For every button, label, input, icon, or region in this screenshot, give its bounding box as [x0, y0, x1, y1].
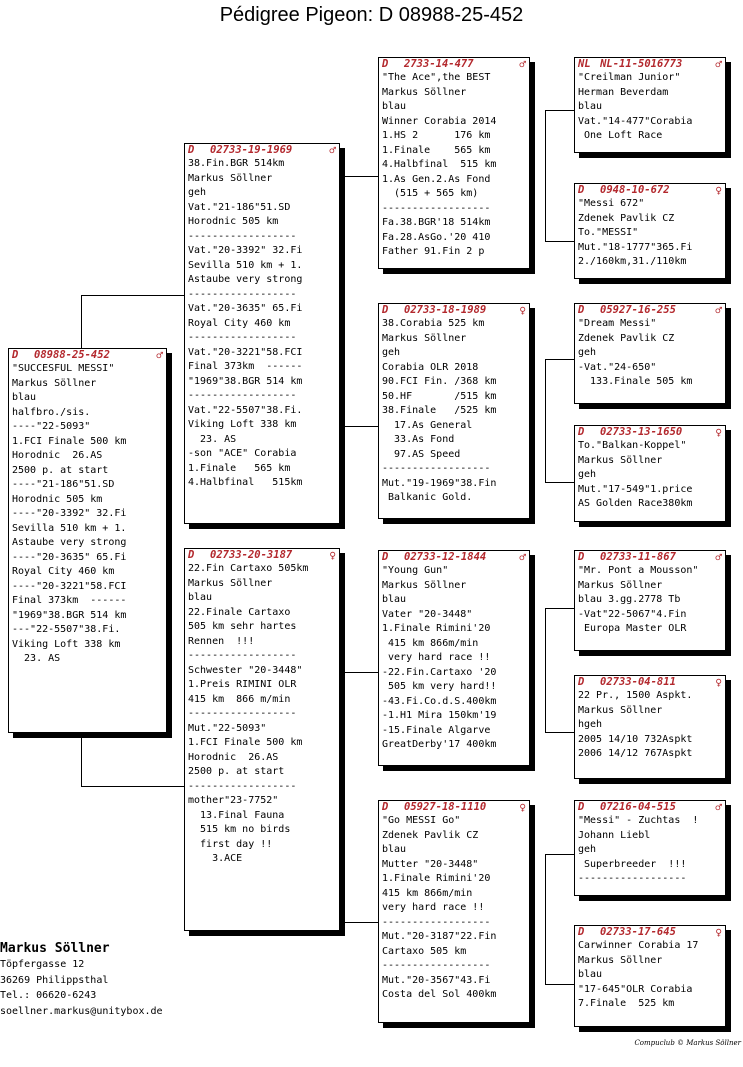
detail-line: blau 3.gg.2778 Tb [578, 594, 681, 605]
detail-line: 133.Finale 505 km [578, 376, 693, 387]
detail-line: geh [578, 844, 597, 855]
detail-line: Fa.28.AsGo.'20 410 [382, 231, 491, 243]
country-code: D [578, 801, 585, 813]
connector-line [545, 984, 576, 985]
pigeon-details [382, 564, 526, 753]
detail-line: ---"22-5507"38.Fi. [12, 624, 121, 635]
detail-line: -15.Finale Algarve [382, 724, 491, 736]
detail-line: GreatDerby'17 400km [382, 739, 497, 750]
detail-line: "Messi" - Zuchtas ! [578, 815, 699, 826]
connector-line [545, 854, 576, 855]
detail-line: Royal City 460 km [12, 566, 115, 577]
pigeon-header [382, 551, 526, 564]
detail-line: 7.Finale 525 km [578, 998, 675, 1009]
connector-line [81, 786, 187, 787]
pigeon-header [382, 58, 526, 71]
connector-line [340, 672, 341, 922]
detail-line: 2500 p. at start [188, 766, 285, 777]
detail-line: very hard race !! [382, 652, 491, 663]
breeder-name: Markus Söllner [0, 941, 110, 956]
detail-line: AS Golden Race380km [578, 498, 693, 509]
male-symbol-icon: ♂ [519, 551, 526, 564]
pigeon-card-ggp-ffm[interactable] [574, 183, 726, 279]
detail-line: blau [382, 844, 407, 855]
male-symbol-icon: ♂ [329, 144, 336, 157]
connector-line [340, 672, 380, 673]
detail-line: "1969"38.BGR 514 km [188, 375, 303, 387]
connector-line [340, 426, 380, 427]
detail-line: Vat."20-3635" 65.Fi [188, 303, 303, 314]
detail-line: Corabia OLR 2018 [382, 361, 479, 373]
country-code: D [382, 801, 389, 813]
detail-line: Mut."17-549"1.price [578, 483, 693, 495]
connector-line [545, 608, 576, 609]
female-symbol-icon: ♀ [329, 549, 336, 562]
pigeon-header [578, 304, 722, 317]
detail-line: blau [188, 592, 213, 603]
connector-line [340, 176, 341, 426]
pigeon-details [578, 317, 722, 390]
detail-line: blau [382, 101, 407, 112]
detail-line: "17-645"OLR Corabia [578, 983, 693, 995]
detail-line: geh [188, 187, 207, 198]
detail-line: -son "ACE" Corabia [188, 448, 297, 459]
pigeon-card-ggp-fmm[interactable] [574, 425, 726, 522]
detail-line: first day !! [188, 838, 273, 850]
breeder-city: 36269 Philippsthal [0, 974, 109, 986]
detail-line: 515 km no birds [188, 824, 291, 835]
detail-line: 2500 p. at start [12, 464, 109, 476]
connector-line [545, 854, 546, 984]
detail-line: Father 91.Fin 2 p [382, 246, 485, 257]
detail-line: Costa del Sol 400km [382, 989, 497, 1000]
pigeon-card-ggp-mmf[interactable] [574, 800, 726, 896]
pigeon-details [578, 689, 722, 762]
connector-line [545, 110, 576, 111]
pigeon-card-ggp-mff[interactable] [574, 550, 726, 651]
detail-line: Final 373km ------ [12, 595, 127, 606]
country-code: D [188, 144, 195, 156]
country-code: D [12, 349, 19, 361]
connector-line [81, 729, 82, 786]
pigeon-card-ggp-fff[interactable] [574, 57, 726, 153]
detail-line: Vat."20-3392" 32.Fi [188, 245, 303, 256]
pigeon-header [188, 144, 336, 157]
connector-line [81, 295, 187, 296]
detail-line: hgeh [578, 719, 603, 730]
pigeon-header [578, 926, 722, 939]
detail-line: Royal City 460 km [188, 317, 291, 329]
pigeon-card-subject[interactable] [8, 348, 167, 733]
detail-line: 22.Fin Cartaxo 505km [188, 563, 309, 574]
connector-line [81, 295, 82, 352]
connector-line [545, 482, 576, 483]
female-symbol-icon: ♀ [715, 184, 722, 197]
pigeon-details [382, 71, 526, 260]
female-symbol-icon: ♀ [715, 926, 722, 939]
detail-line: Final 373km ------ [188, 361, 303, 372]
detail-line: Mut."20-3187"22.Fin [382, 931, 497, 942]
pigeon-details [578, 939, 722, 1012]
connector-line [545, 732, 576, 733]
breeder-email[interactable]: soellner.markus@unitybox.de [0, 1005, 163, 1017]
detail-line: Vat."14-477"Corabia [578, 115, 693, 127]
detail-line: 13.Final Fauna [188, 809, 285, 821]
detail-line: 38.Corabia 525 km [382, 318, 485, 329]
breeder-street: Töpfergasse 12 [0, 959, 85, 970]
detail-line: Johann Liebl [578, 829, 651, 841]
ring-number: 02733-13-1650 [600, 426, 683, 438]
connector-line [340, 922, 380, 923]
pigeon-details [12, 362, 163, 667]
ring-number: 02733-12-1844 [404, 551, 487, 563]
country-code: D [578, 304, 585, 316]
ring-number: NL-11-5016773 [600, 58, 683, 70]
detail-line: Markus Söllner [578, 954, 663, 966]
detail-line: Mut."18-1777"365.Fi [578, 241, 693, 253]
connector-line [545, 241, 576, 242]
detail-line: 505 km sehr hartes [188, 621, 297, 632]
country-code: D [578, 426, 585, 438]
detail-line: To."Balkan-Koppel" [578, 440, 687, 451]
pigeon-card-ggp-mmm[interactable] [574, 925, 726, 1027]
detail-line: Markus Söllner [188, 577, 273, 589]
connector-line [340, 310, 345, 311]
detail-line: ------------------ [188, 390, 297, 401]
detail-line: Balkanic Gold. [382, 492, 473, 503]
detail-line: Vat."21-186"51.SD [188, 201, 291, 213]
male-symbol-icon: ♂ [715, 801, 722, 814]
detail-line: ------------------ [188, 708, 297, 719]
country-code: D [382, 58, 389, 70]
ring-number: 05927-18-1110 [404, 801, 487, 813]
detail-line: Zdenek Pavlik CZ [578, 332, 675, 344]
detail-line: ----"20-3635" 65.Fi [12, 551, 127, 563]
detail-line: Horodnic 26.AS [188, 751, 279, 763]
detail-line: blau [578, 969, 603, 980]
detail-line: Winner Corabia 2014 [382, 115, 497, 127]
female-symbol-icon: ♀ [715, 676, 722, 689]
detail-line: Schwester "20-3448" [188, 664, 303, 676]
ring-number: 02733-17-645 [600, 926, 676, 938]
male-symbol-icon: ♂ [519, 58, 526, 71]
detail-line: 38.Finale /525 km [382, 405, 497, 416]
detail-line: 23. AS [12, 653, 61, 664]
ring-number: 05927-16-255 [600, 304, 676, 316]
detail-line: 4.Halbfinal 515 km [382, 159, 497, 170]
detail-line: One Loft Race [578, 130, 663, 141]
detail-line: 1.FCI Finale 500 km [188, 737, 303, 748]
detail-line: 415 km 866 m/min [188, 693, 291, 705]
detail-line: Astaube very strong [188, 274, 303, 285]
detail-line: 2006 14/12 767Aspkt [578, 748, 693, 759]
detail-line: Viking Loft 338 km [12, 638, 121, 650]
detail-line: 90.FCI Fin. /368 km [382, 376, 497, 387]
detail-line: Mut."22-5093" [188, 722, 267, 734]
detail-line: geh [382, 347, 401, 358]
detail-line: 50.HF /515 km [382, 390, 497, 402]
footer-credit: Compuclub © Markus Söllner [634, 1039, 741, 1047]
connector-line [545, 359, 546, 482]
detail-line: ----"22-5093" [12, 421, 91, 432]
ring-number: 02733-04-811 [600, 676, 676, 688]
detail-line: Zdenek Pavlik CZ [382, 829, 479, 841]
detail-line: To."MESSI" [578, 227, 639, 238]
detail-line: Markus Söllner [578, 579, 663, 591]
pigeon-details [382, 317, 526, 506]
pigeon-header [578, 676, 722, 689]
detail-line: Mut."20-3567"43.Fi [382, 974, 491, 986]
detail-line: 505 km very hard!! [382, 681, 497, 692]
detail-line: 1.Finale Rimini'20 [382, 873, 491, 884]
detail-line: geh [578, 469, 597, 480]
country-code: NL [578, 58, 591, 70]
pigeon-details [578, 814, 722, 887]
detail-line: Markus Söllner [578, 454, 663, 466]
page-title: Pédigree Pigeon: D 08988-25-452 [219, 4, 524, 26]
detail-line: 1.FCI Finale 500 km [12, 435, 127, 447]
detail-line: Rennen !!! [188, 635, 255, 647]
country-code: D [382, 551, 389, 563]
detail-line: 22 Pr., 1500 Aspkt. [578, 690, 693, 701]
detail-line: halfbro./sis. [12, 406, 91, 418]
detail-line: "Mr. Pont a Mousson" [578, 565, 699, 576]
breeder-phone: Tel.: 06620-6243 [0, 990, 97, 1001]
detail-line: -22.Fin.Cartaxo '20 [382, 666, 497, 678]
detail-line: 1.HS 2 176 km [382, 130, 491, 141]
pigeon-details [188, 562, 336, 867]
detail-line: Astaube very strong [12, 537, 127, 548]
pigeon-details [578, 564, 722, 637]
pigeon-header [578, 426, 722, 439]
detail-line: Markus Söllner [382, 579, 467, 591]
detail-line: "SUCCESFUL MESSI" [12, 363, 115, 374]
detail-line: Markus Söllner [12, 377, 97, 389]
pigeon-details [188, 157, 336, 491]
pigeon-card-maternal-grandfather[interactable] [378, 550, 530, 766]
detail-line: ------------------ [188, 780, 297, 792]
country-code: D [382, 304, 389, 316]
pigeon-card-father[interactable] [184, 143, 340, 524]
detail-line: 1.Finale 565 km [188, 462, 291, 474]
detail-line: Vat."20-3221"58.FCI [188, 346, 303, 358]
country-code: D [578, 926, 585, 938]
country-code: D [578, 676, 585, 688]
pigeon-header [12, 349, 163, 362]
detail-line: Markus Söllner [382, 332, 467, 344]
detail-line: Markus Söllner [382, 86, 467, 98]
detail-line: 3.ACE [188, 853, 243, 864]
detail-line: 1.Finale 565 km [382, 144, 491, 156]
country-code: D [578, 551, 585, 563]
pigeon-details [382, 814, 526, 1003]
detail-line: Europa Master OLR [578, 623, 687, 634]
detail-line: Horodnic 505 km [12, 493, 103, 505]
pigeon-card-ggp-mfm[interactable] [574, 675, 726, 779]
detail-line: 33.As Fond [382, 434, 455, 445]
detail-line: blau [12, 392, 37, 403]
detail-line: ------------------ [188, 230, 297, 242]
detail-line: 2005 14/10 732Aspkt [578, 733, 693, 745]
detail-line: Markus Söllner [578, 704, 663, 716]
male-symbol-icon: ♂ [715, 304, 722, 317]
ring-number: 08988-25-452 [34, 349, 110, 361]
pigeon-header [382, 304, 526, 317]
pigeon-details [578, 71, 722, 144]
ring-number: 02733-20-3187 [210, 549, 293, 561]
detail-line: "Messi 672" [578, 198, 645, 209]
female-symbol-icon: ♀ [519, 801, 526, 814]
pigeon-details [578, 197, 722, 270]
country-code: D [578, 184, 585, 196]
detail-line: -Vat"22-5067"4.Fin [578, 608, 687, 620]
detail-line: Carwinner Corabia 17 [578, 940, 699, 951]
pigeon-header [578, 58, 722, 71]
detail-line: 38.Fin.BGR 514km [188, 158, 285, 169]
detail-line: ------------------ [578, 873, 687, 884]
detail-line: Markus Söllner [188, 172, 273, 184]
female-symbol-icon: ♀ [715, 426, 722, 439]
detail-line: 1.Finale Rimini'20 [382, 623, 491, 634]
detail-line: Mutter "20-3448" [382, 858, 479, 870]
pigeon-card-mother[interactable] [184, 548, 340, 931]
detail-line: "Go MESSI Go" [382, 815, 461, 826]
pigeon-card-ggp-fmf[interactable] [574, 303, 726, 404]
ring-number: 02733-18-1989 [404, 304, 487, 316]
detail-line: 23. AS [188, 433, 237, 445]
country-code: D [188, 549, 195, 561]
detail-line: ------------------ [382, 463, 491, 474]
detail-line: blau [578, 101, 603, 112]
detail-line: ------------------ [382, 916, 491, 928]
pigeon-header [188, 549, 336, 562]
male-symbol-icon: ♂ [156, 349, 163, 362]
detail-line: Viking Loft 338 km [188, 419, 297, 430]
detail-line: -43.Fi.Co.d.S.400km [382, 695, 497, 707]
detail-line: Vat."22-5507"38.Fi. [188, 404, 303, 416]
detail-line: Superbreeder !!! [578, 858, 687, 870]
detail-line: "Dream Messi" [578, 318, 657, 329]
pigeon-header [578, 551, 722, 564]
detail-line: mother"23-7752" [188, 795, 279, 806]
detail-line: "Young Gun" [382, 565, 449, 576]
connector-line [545, 608, 546, 732]
detail-line: ----"21-186"51.SD [12, 479, 115, 490]
detail-line: Horodnic 505 km [188, 216, 279, 227]
detail-line: Mut."19-1969"38.Fin [382, 477, 497, 489]
male-symbol-icon: ♂ [715, 58, 722, 71]
male-symbol-icon: ♂ [715, 551, 722, 564]
detail-line: ------------------ [188, 650, 297, 661]
detail-line: Fa.38.BGR'18 514km [382, 217, 491, 228]
ring-number: 07216-04-515 [600, 801, 676, 813]
pigeon-header [382, 801, 526, 814]
detail-line: Sevilla 510 km + 1. [12, 522, 127, 534]
detail-line: 22.Finale Cartaxo [188, 606, 291, 618]
pigeon-card-paternal-grandfather[interactable] [378, 57, 530, 269]
detail-line: 97.AS Speed [382, 448, 461, 460]
detail-line: 415 km 866m/min [382, 637, 479, 649]
detail-line: 1.As Gen.2.As Fond [382, 173, 491, 185]
detail-line: "1969"38.BGR 514 km [12, 609, 127, 621]
detail-line: "Creilman Junior" [578, 72, 681, 83]
detail-line: "The Ace",the BEST [382, 72, 491, 83]
detail-line: Zdenek Pavlik CZ [578, 212, 675, 224]
detail-line: ------------------ [382, 202, 491, 214]
pigeon-details [578, 439, 722, 512]
pigeon-header [578, 184, 722, 197]
detail-line: 415 km 866m/min [382, 887, 473, 899]
ring-number: 0948-10-672 [600, 184, 670, 196]
ring-number: 02733-19-1969 [210, 144, 293, 156]
female-symbol-icon: ♀ [519, 304, 526, 317]
detail-line: 4.Halbfinal 515km [188, 477, 303, 488]
detail-line: Herman Beverdam [578, 86, 669, 98]
pigeon-card-paternal-grandmother[interactable] [378, 303, 530, 519]
detail-line: ----"20-3221"58.FCI [12, 580, 127, 592]
detail-line: 17.As General [382, 419, 473, 431]
detail-line: 2./160km,31./110km [578, 256, 687, 267]
connector-line [340, 176, 380, 177]
detail-line: geh [578, 347, 597, 358]
detail-line: ------------------ [382, 960, 491, 971]
breeder-info [0, 940, 163, 1019]
detail-line: ----"20-3392" 32.Fi [12, 508, 127, 519]
pigeon-card-maternal-grandmother[interactable] [378, 800, 530, 1023]
detail-line: -Vat."24-650" [578, 361, 657, 373]
detail-line: Sevilla 510 km + 1. [188, 259, 303, 271]
detail-line: ------------------ [188, 332, 297, 343]
detail-line: ------------------ [188, 288, 297, 300]
connector-line [545, 359, 576, 360]
detail-line: very hard race !! [382, 902, 485, 913]
detail-line: -1.H1 Mira 150km'19 [382, 710, 497, 721]
detail-line: 1.Preis RIMINI OLR [188, 679, 297, 690]
detail-line: Horodnic 26.AS [12, 450, 103, 461]
ring-number: 2733-14-477 [404, 58, 474, 70]
detail-line: (515 + 565 km) [382, 188, 479, 199]
detail-line: Vater "20-3448" [382, 608, 473, 620]
detail-line: Cartaxo 505 km [382, 945, 467, 957]
ring-number: 02733-11-867 [600, 551, 676, 563]
pigeon-header [578, 801, 722, 814]
connector-line [545, 110, 546, 241]
detail-line: blau [382, 594, 407, 605]
